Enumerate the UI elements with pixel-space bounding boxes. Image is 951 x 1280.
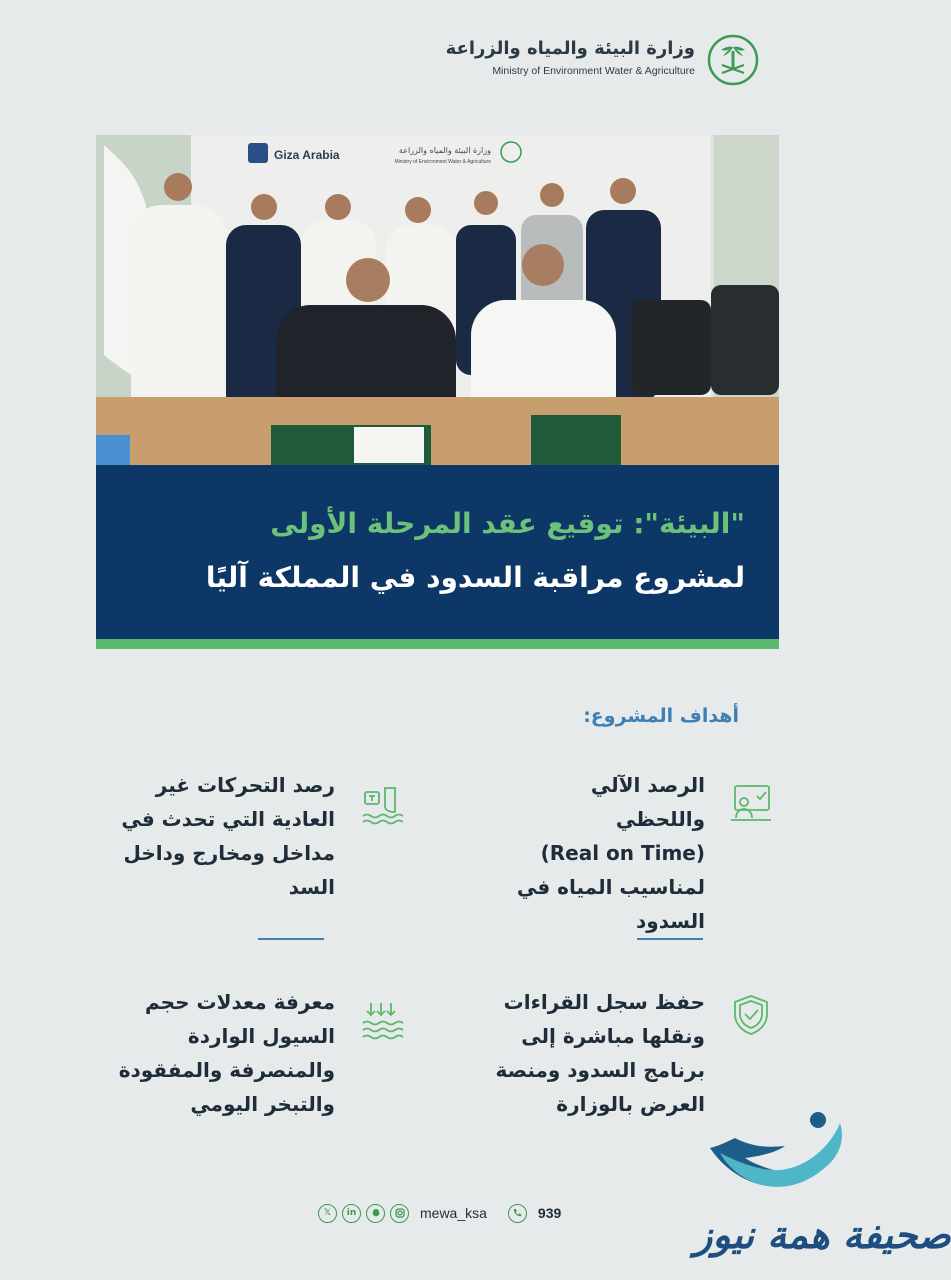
linkedin-icon[interactable]: in (342, 1204, 361, 1223)
goal-item-unusual-movement (115, 768, 335, 904)
goal-divider (258, 938, 324, 940)
goals-section-title: أهداف المشروع: (583, 705, 739, 727)
goal-item-realtime-monitoring (505, 768, 705, 938)
headline-underline-bar (96, 639, 779, 649)
backdrop-ministry-ar: وزارة البيئة والمياه والزراعة (398, 146, 491, 155)
goal-text: رصد التحركات غير العادية التي تحدث في مداخل ومخارج وداخل السد (121, 773, 335, 899)
dam-gate-water-icon (359, 784, 403, 828)
goal-text: معرفة معدلات حجم السيول الواردة والمنصرفة والمفقودة والتبخر اليومي (118, 990, 335, 1116)
goal-text: الرصد الآلي واللحظي (Real on Time) لمناسيب المياه في السدود (516, 773, 705, 933)
watermark-text: صحيفة همة نيوز (694, 1212, 951, 1257)
x-icon[interactable]: 𝕏 (318, 1204, 337, 1223)
headline-line2: لمشروع مراقبة السدود في المملكة آليًا (205, 561, 745, 594)
social-handle[interactable]: mewa_ksa (420, 1205, 487, 1221)
headline-band (96, 465, 779, 639)
snapchat-icon[interactable] (366, 1204, 385, 1223)
monitor-person-check-icon (729, 782, 773, 826)
goal-divider (637, 938, 703, 940)
shield-check-icon (729, 993, 773, 1037)
headline-line1: "البيئة": توقيع عقد المرحلة الأولى (270, 507, 745, 540)
signing-ceremony-photo (96, 135, 779, 465)
goal-text: حفظ سجل القراءات ونقلها مباشرة إلى برنامج السدود ومنصة العرض بالوزارة (495, 990, 705, 1116)
ministry-name-ar: وزارة البيئة والمياه والزراعة (445, 38, 695, 59)
ministry-brand (446, 38, 695, 77)
goal-item-flow-rates (115, 985, 335, 1121)
footer-contact (318, 1202, 561, 1224)
phone-icon[interactable] (508, 1204, 527, 1223)
goal-item-record-readings (495, 985, 705, 1121)
backdrop-ministry-en: Ministry of Environment Water & Agriculture (394, 159, 491, 165)
palm-swords-emblem-icon (706, 33, 760, 87)
hemma-news-watermark (690, 1108, 951, 1273)
phone-number[interactable]: 939 (537, 1205, 562, 1221)
backdrop-partner-name: Giza Arabia (274, 148, 340, 162)
water-flow-arrows-icon (359, 999, 403, 1043)
instagram-icon[interactable] (390, 1204, 409, 1223)
ministry-name-en: Ministry of Environment Water & Agriculture (492, 65, 695, 77)
